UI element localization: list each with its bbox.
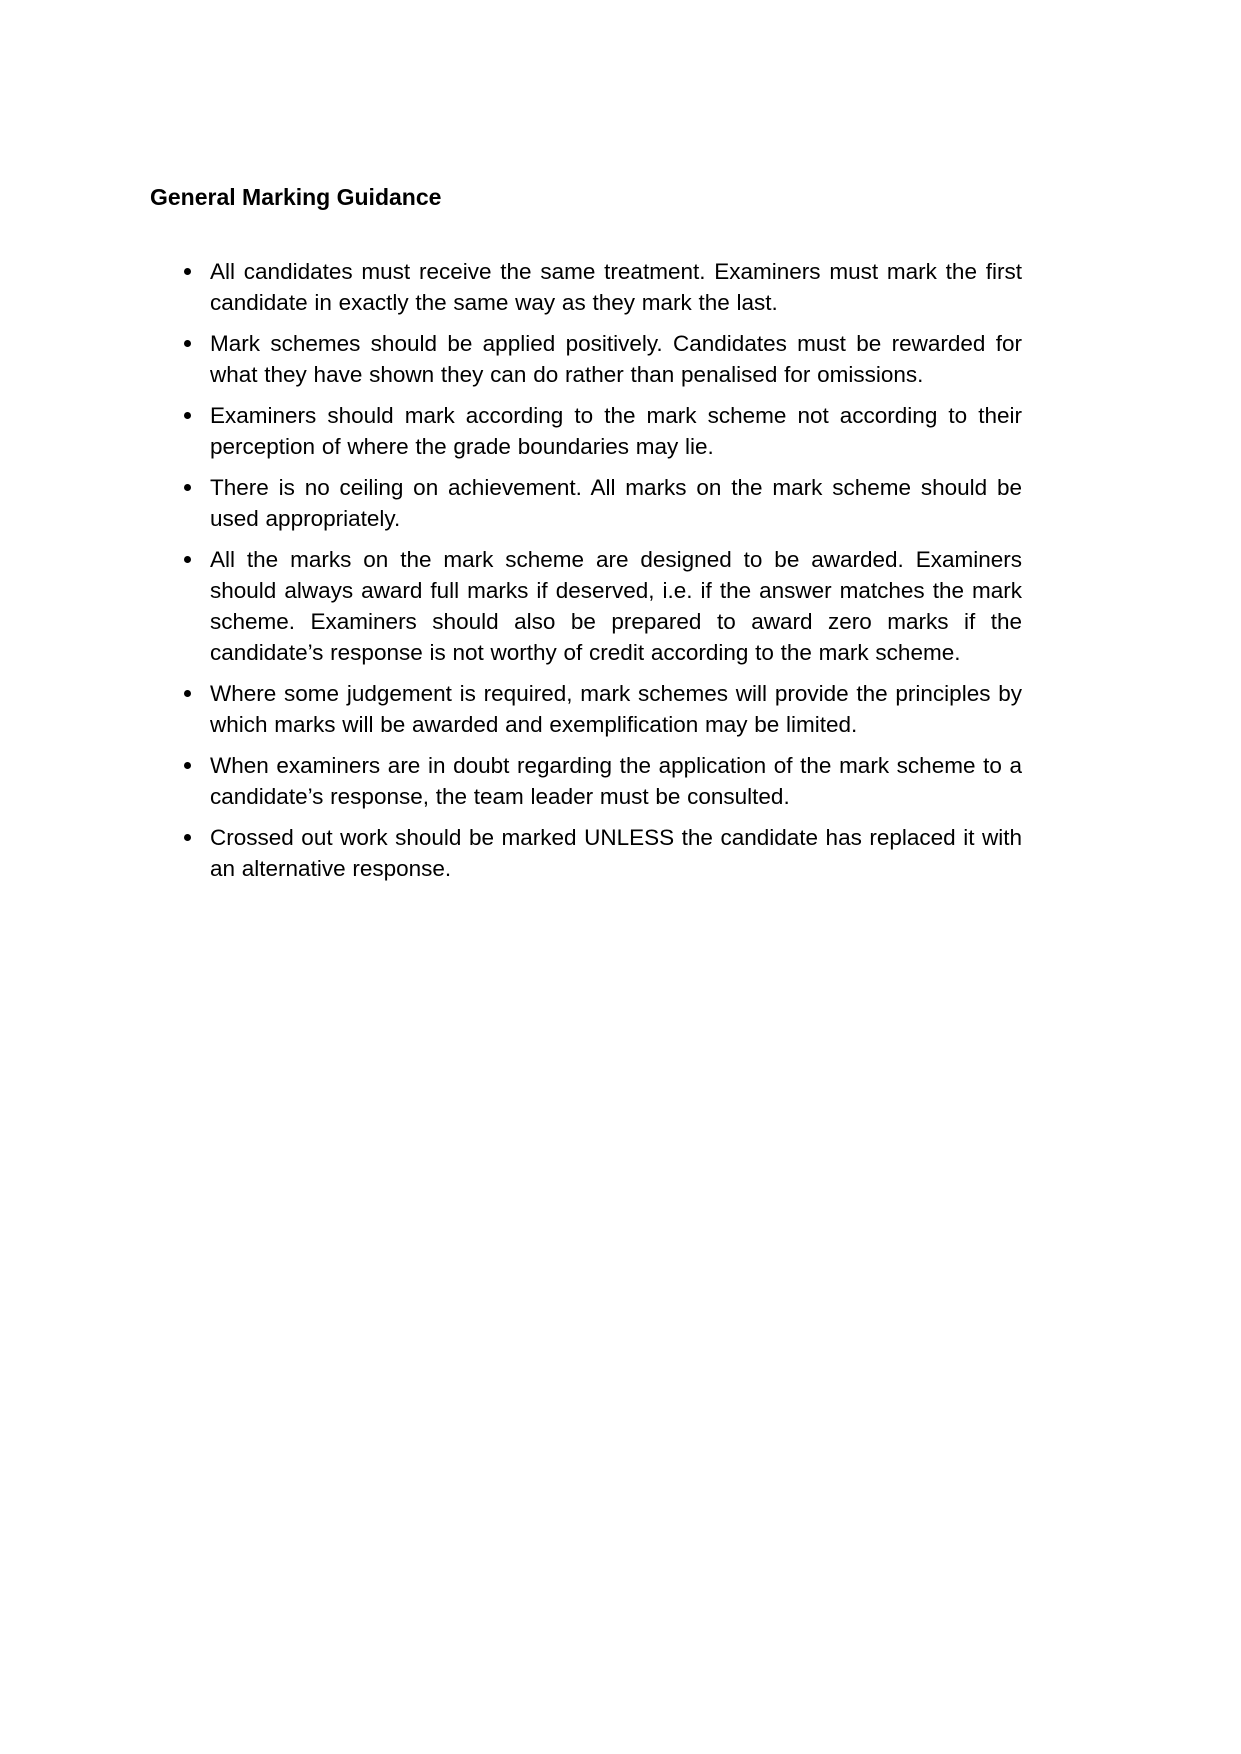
guidance-bullet-text: Crossed out work should be marked UNLESS the candidate has replaced it with an alternative response. xyxy=(210,825,1022,881)
bullet-dot-icon xyxy=(184,834,191,841)
guidance-bullet xyxy=(210,750,1022,812)
guidance-bullet xyxy=(210,678,1022,740)
guidance-bullet-list xyxy=(210,256,1022,894)
guidance-bullet-text: When examiners are in doubt regarding the application of the mark scheme to a candidate’s response, the team leader must be consulted. xyxy=(210,753,1022,809)
guidance-bullet xyxy=(210,544,1022,668)
bullet-dot-icon xyxy=(184,340,191,347)
guidance-bullet-text: Mark schemes should be applied positively. Candidates must be rewarded for what they have shown they can do rather than penalised for omissions. xyxy=(210,331,1022,387)
bullet-dot-icon xyxy=(184,690,191,697)
bullet-dot-icon xyxy=(184,762,191,769)
guidance-bullet-text: Where some judgement is required, mark schemes will provide the principles by which marks will be awarded and exemplification may be limited. xyxy=(210,681,1022,737)
guidance-bullet-text: All the marks on the mark scheme are designed to be awarded. Examiners should always award full marks if deserved, i.e. if the answer matches the mark scheme. Examiners should also be prepared to award zero marks if the candidate’s response is not worthy of credit according to the mark scheme. xyxy=(210,547,1022,665)
page-heading: General Marking Guidance xyxy=(150,184,442,210)
guidance-bullet xyxy=(210,328,1022,390)
bullet-dot-icon xyxy=(184,412,191,419)
guidance-bullet-text: There is no ceiling on achievement. All marks on the mark scheme should be used appropriately. xyxy=(210,475,1022,531)
guidance-bullet xyxy=(210,256,1022,318)
bullet-dot-icon xyxy=(184,484,191,491)
guidance-bullet xyxy=(210,400,1022,462)
guidance-bullet-text: All candidates must receive the same treatment. Examiners must mark the first candidate in exactly the same way as they mark the last. xyxy=(210,259,1022,315)
guidance-bullet xyxy=(210,472,1022,534)
bullet-dot-icon xyxy=(184,268,191,275)
guidance-bullet-text: Examiners should mark according to the mark scheme not according to their perception of where the grade boundaries may lie. xyxy=(210,403,1022,459)
guidance-bullet xyxy=(210,822,1022,884)
bullet-dot-icon xyxy=(184,556,191,563)
